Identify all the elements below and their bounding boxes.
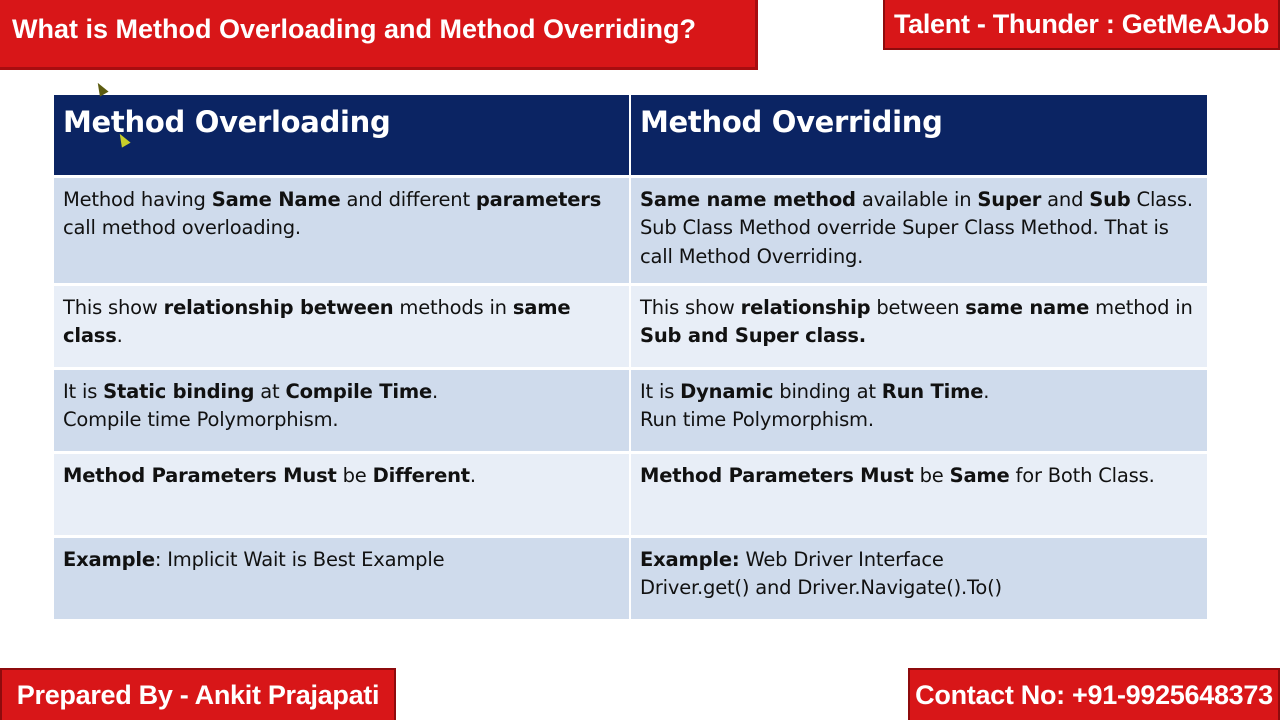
bold-text: relationship between — [163, 295, 394, 319]
bold-text: Same name method — [640, 187, 856, 211]
author-banner — [0, 668, 396, 720]
overloading-cell — [54, 536, 630, 619]
overloading-cell — [54, 176, 630, 284]
table-header-row — [54, 95, 1207, 176]
cell-line — [640, 294, 1198, 323]
cell-line — [63, 462, 620, 491]
bold-text: Sub — [1089, 187, 1131, 211]
plain-text: . — [983, 379, 990, 403]
overloading-cell — [54, 284, 630, 368]
bold-text: Same Name — [211, 187, 341, 211]
bold-text: Static binding — [103, 379, 255, 403]
brand-label: Talent - Thunder : GetMeAJob — [893, 8, 1270, 39]
plain-text: Web Driver Interface — [739, 547, 944, 571]
cell-line — [640, 546, 1198, 575]
plain-text: Sub Class Method override Super Class Method. That is — [640, 216, 1169, 239]
plain-text: Class. — [1130, 187, 1193, 211]
plain-text: available in — [855, 187, 978, 211]
table-row — [54, 368, 1207, 452]
overloading-cell — [54, 368, 630, 452]
plain-text: binding at — [773, 379, 882, 403]
plain-text: methods in — [393, 295, 513, 319]
plain-text: be — [913, 463, 950, 487]
cell-line — [63, 546, 620, 575]
bold-text: same name — [965, 295, 1090, 319]
cell-line — [640, 186, 1198, 215]
overriding-cell — [630, 452, 1207, 536]
plain-text: Run time Polymorphism. — [640, 408, 874, 431]
cell-line — [640, 406, 1198, 435]
cell-line — [63, 406, 620, 435]
author-label: Prepared By - Ankit Prajapati — [16, 679, 380, 710]
plain-text: call Method Overriding. — [640, 244, 864, 268]
plain-text: at — [254, 379, 286, 403]
bold-text: Super — [977, 187, 1042, 211]
plain-text: Driver.get() and Driver.Navigate().To() — [640, 576, 1002, 599]
bold-text: parameters — [475, 187, 602, 211]
cell-line — [640, 574, 1198, 603]
overriding-cell — [630, 536, 1207, 619]
bold-text: Method Parameters Must — [63, 463, 337, 487]
cell-line — [640, 378, 1198, 407]
table-row — [54, 452, 1207, 536]
table-row — [54, 536, 1207, 619]
plain-text: . — [431, 379, 438, 403]
bold-text: Same — [949, 463, 1010, 487]
bold-text: same class — [63, 295, 571, 347]
bold-text: Method Parameters Must — [640, 463, 914, 487]
cell-line — [63, 214, 620, 243]
plain-text: call method overloading. — [63, 216, 301, 239]
plain-text: method in — [1089, 295, 1193, 319]
overriding-cell — [630, 284, 1207, 368]
contact-banner — [908, 668, 1280, 720]
bold-text: relationship — [740, 295, 871, 319]
bold-text: Run Time — [881, 379, 984, 403]
plain-text: for Both Class. — [1009, 463, 1155, 487]
bold-text: Sub and Super class. — [640, 324, 867, 347]
overriding-cell — [630, 368, 1207, 452]
bold-text: Different — [372, 463, 470, 487]
plain-text: This show — [63, 295, 164, 319]
plain-text: : Implicit Wait is Best Example — [154, 547, 445, 571]
plain-text: and — [1041, 187, 1090, 211]
cell-line — [63, 294, 620, 351]
plain-text: It is — [640, 379, 681, 403]
plain-text: Method having — [63, 187, 212, 211]
plain-text: between — [870, 295, 966, 319]
title-banner — [0, 0, 758, 70]
cell-line — [640, 214, 1198, 243]
cell-line — [63, 186, 620, 215]
bold-text: Example — [63, 547, 155, 571]
cell-line — [640, 322, 1198, 351]
bold-text: Compile Time — [285, 379, 432, 403]
plain-text: be — [336, 463, 373, 487]
cell-line — [63, 378, 620, 407]
cell-line — [640, 462, 1198, 491]
plain-text: Compile time Polymorphism. — [63, 408, 339, 431]
comparison-table — [54, 95, 1207, 619]
page-title: What is Method Overloading and Method Overriding? — [12, 14, 697, 44]
contact-label: Contact No: +91-9925648373 — [915, 679, 1273, 710]
table-row — [54, 176, 1207, 284]
column-header-overloading: Method Overloading — [54, 95, 630, 176]
bold-text: Example: — [640, 547, 740, 571]
plain-text: . — [116, 324, 123, 347]
plain-text: It is — [63, 379, 104, 403]
plain-text: . — [469, 463, 476, 487]
bold-text: Dynamic — [680, 379, 774, 403]
plain-text: and different — [340, 187, 476, 211]
overriding-cell — [630, 176, 1207, 284]
plain-text: This show — [640, 295, 741, 319]
overloading-cell — [54, 452, 630, 536]
brand-banner — [883, 0, 1280, 50]
table-row — [54, 284, 1207, 368]
column-header-overriding: Method Overriding — [630, 95, 1207, 176]
cell-line — [640, 243, 1198, 272]
